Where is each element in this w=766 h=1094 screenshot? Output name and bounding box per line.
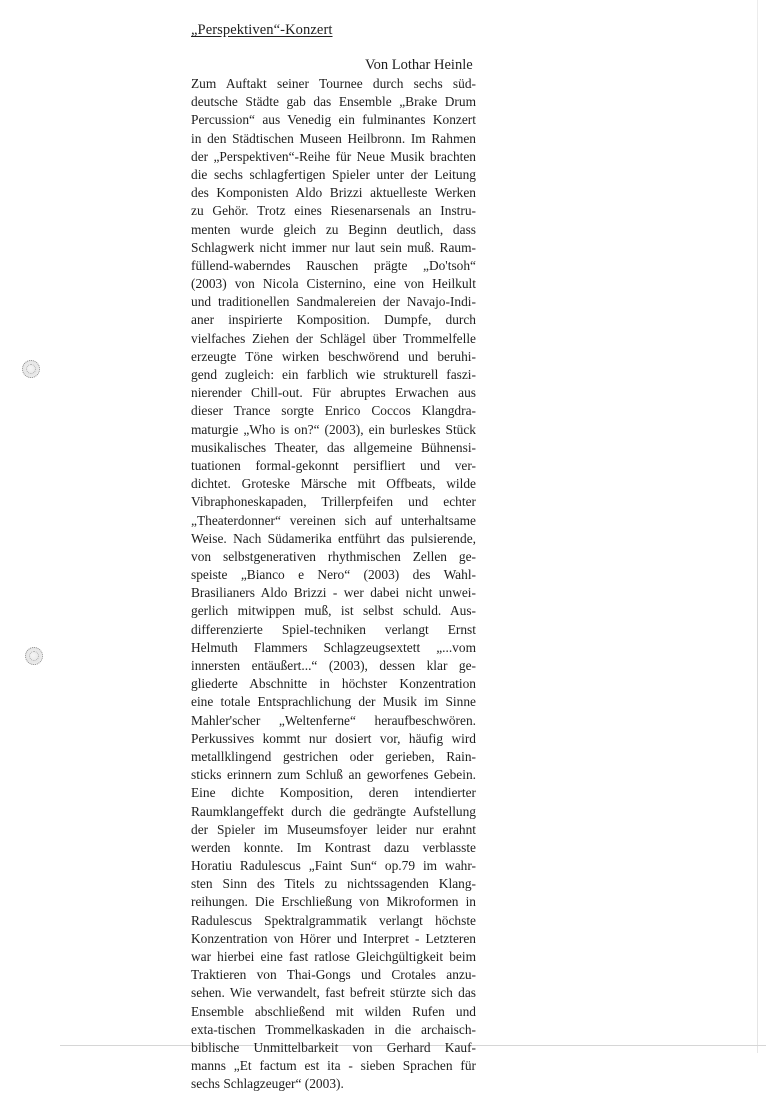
article-line: füllend-waberndes Rauschen prägte „Do'tsoh“ <box>191 257 476 273</box>
article-line: musikalisches Theater, das allgemeine Bühnensi- <box>191 439 476 455</box>
article-line: werden konnte. Im Kontrast dazu verblasste <box>191 839 476 855</box>
article-line: Brasilianers Aldo Brizzi - wer dabei nicht unwei- <box>191 585 476 601</box>
article-line: erzeugte Töne wirken beschwörend und beruhi- <box>191 348 476 364</box>
article-line: speiste „Bianco e Nero“ (2003) des Wahl- <box>191 567 476 583</box>
article-line: gend zugleich: ein farblich wie strukturell faszi- <box>191 367 476 382</box>
article-line: die sechs schlagfertigen Spieler unter der Leitung <box>191 166 476 182</box>
article-line: Traktieren von Thai-Gongs und Crotales anzu- <box>191 967 476 983</box>
article-line: metallklingend gestrichen oder gerieben, Rain- <box>191 748 476 764</box>
article-line: biblische Unmittelbarkeit von Gerhard Kauf- <box>191 1039 476 1055</box>
article-title: „Perspektiven“-Konzert <box>191 22 333 38</box>
article-line: von selbstgenerativen rhythmischen Zellen ge- <box>191 548 476 564</box>
article-line: sten Sinn des Titels zu nichtssagenden Klang- <box>191 876 476 892</box>
article-line: Ensemble abschließend mit wilden Rufen und <box>191 1003 476 1019</box>
article-line: innersten entäußert...“ (2003), dessen klar ge- <box>191 658 476 673</box>
article-line: (2003) von Nicola Cisternino, eine von Heilkult <box>191 276 476 292</box>
article-line: exta-tischen Trommelkaskaden in die archaisch- <box>191 1021 476 1037</box>
article-line: Perkussives kommt nur dosiert vor, häufig wird <box>191 730 476 746</box>
article-line: zu Gehör. Trotz eines Riesenarsenals an Instru- <box>191 203 476 219</box>
article-line: sehen. Wie verwandelt, fast befreit stürzte sich das <box>191 985 476 1001</box>
article-line: Vibraphoneskapaden, Trillerpfeifen und echter <box>191 494 476 510</box>
article-line: Konzentration von Hörer und Interpret - Letzteren <box>191 930 476 946</box>
article-line: menten wurde gleich zu Beginn deutlich, dass <box>191 221 476 237</box>
article-line: gerlich mitwippen muß, ist selbst schuld. Aus- <box>191 603 476 619</box>
article-line: Zum Auftakt seiner Tournee durch sechs süd- <box>191 76 476 91</box>
article-line: eine totale Entsprachlichung der Musik im Sinne <box>191 694 476 710</box>
punch-hole-bottom <box>25 647 43 665</box>
article-line: in den Städtischen Museen Heilbronn. Im Rahmen <box>191 130 476 146</box>
article-byline: Von Lothar Heinle <box>365 57 473 73</box>
article-line: und traditionellen Sandmalereien der Navajo-Indi- <box>191 294 476 310</box>
article-line: Raumklangeffekt durch die gedrängte Aufstellung <box>191 803 476 819</box>
article-line: der „Perspektiven“-Reihe für Neue Musik brachten <box>191 148 476 164</box>
article-line: gliederte Abschnitte in höchster Konzentration <box>191 676 476 692</box>
article-line: Eine dichte Komposition, deren intendierter <box>191 785 476 801</box>
article-line: Horatiu Radulescus „Faint Sun“ op.79 im wahr- <box>191 858 476 874</box>
article-line: vielfaches Ziehen der Schlägel über Trommelfelle <box>191 330 476 346</box>
article-line: nierender Chill-out. Für abruptes Erwachen aus <box>191 385 476 401</box>
punch-hole-top <box>22 360 40 378</box>
article-line: Radulescus Spektralgrammatik verlangt höchste <box>191 912 476 928</box>
article-line: Percussion“ aus Venedig ein fulminantes Konzert <box>191 112 476 128</box>
article-line: deutsche Städte gab das Ensemble „Brake Drum <box>191 94 476 110</box>
article-line: Helmuth Flammers Schlagzeugsextett „...vom <box>191 639 476 655</box>
article-line: sechs Schlagzeuger“ (2003). <box>191 1076 344 1092</box>
article-line: manns „Et factum est ita - sieben Sprachen für <box>191 1058 476 1074</box>
article-line: Mahler'scher „Weltenferne“ heraufbeschwören. <box>191 712 476 728</box>
article-line: des Komponisten Aldo Brizzi aktuelleste Werken <box>191 185 476 201</box>
article-line: Weise. Nach Südamerika entführt das pulsierende, <box>191 530 476 546</box>
article-line: reihungen. Die Erschließung von Mikroformen in <box>191 894 476 910</box>
article-line: Schlagwerk nicht immer nur laut sein muß. Raum- <box>191 239 476 255</box>
article-line: tuationen formal-gekonnt persifliert und ver- <box>191 457 476 473</box>
article-line: aner inspirierte Komposition. Dumpfe, durch <box>191 312 476 328</box>
article-line: dichtet. Groteske Märsche mit Offbeats, wilde <box>191 476 476 492</box>
article-line: maturgie „Who is on?“ (2003), ein burleskes Stück <box>191 421 476 437</box>
article-body <box>191 75 476 1094</box>
article-line: sticks erinnern zum Schluß an geworfenes Gebein. <box>191 767 476 783</box>
page-edge-right <box>757 0 758 1053</box>
article-line: der Spieler im Museumsfoyer leider nur erahnt <box>191 821 476 837</box>
article-line: dieser Trance sorgte Enrico Coccos Klangdra- <box>191 403 476 419</box>
article-line: war hierbei eine fast ratlose Gleichgültigkeit beim <box>191 949 476 964</box>
article-line: differenzierte Spiel-techniken verlangt Ernst <box>191 621 476 637</box>
article-line: „Theaterdonner“ vereinen sich auf unterhaltsame <box>191 512 476 528</box>
